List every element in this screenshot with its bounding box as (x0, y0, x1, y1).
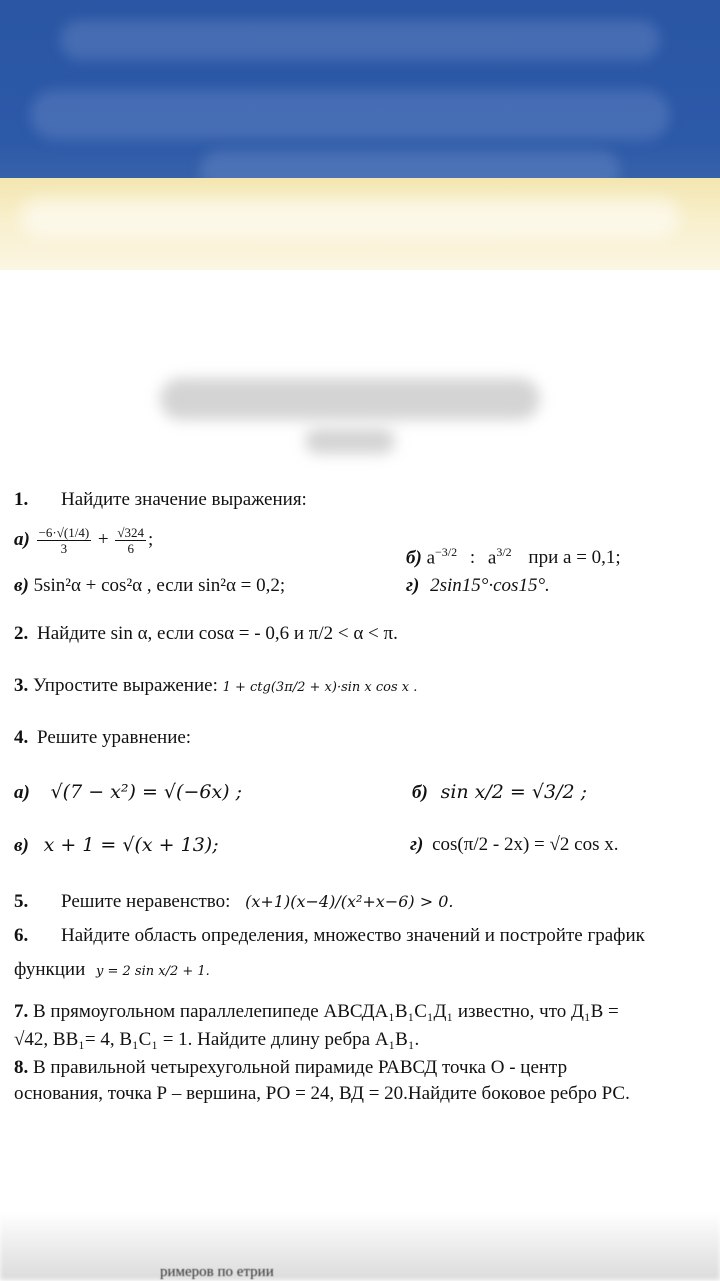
task-1b: б) $a^{-3/2}$ : $a^{3/2}$ при а = 0,1; (406, 545, 621, 569)
task-3: 3. Упростите выражение: 1 + ctg(3π/2 + x)·sin x cos x . (14, 675, 418, 696)
task-6-line2: функции y = 2 sin x/2 + 1. (14, 959, 210, 980)
blurred-footer (0, 1212, 720, 1280)
task-1g: г) 2sin15°·cos15°. (406, 575, 550, 596)
task-7-line2: √42, ВВ₁= 4, В₁С₁ = 1. Найдите длину ребра А₁В₁. (14, 1029, 420, 1050)
fraction-1a-2: $\frac{√324}{6}$ (117, 525, 145, 557)
task-4: 4. Решите уравнение: (14, 727, 192, 748)
fraction-1a-1: $\frac{-6\cdot√(1/4)}{3}$ (38, 525, 90, 557)
task-4v: в) x + 1 = √(x + 13); (14, 834, 219, 856)
task-8: 8. В правильной четырехугольной пирамиде РАВСД точка О - центр (14, 1057, 568, 1078)
task-8-line2: основания, точка Р – вершина, РО = 24, ВД = 20.Найдите боковое ребро РС. (14, 1083, 630, 1104)
footer-text: римеров по етрии (160, 1264, 274, 1280)
task-2: 2. Найдите sin α, если cosα = - 0,6 и π/2 < α < π. (14, 623, 398, 644)
task-7: 7. В прямоугольном параллелепипеде АВСДА₁В₁С₁Д₁ известно, что Д₁В = (14, 1001, 619, 1022)
task-5: 5. Решите неравенство: (x+1)(x−4)/(x²+x−6) > 0. (14, 891, 454, 912)
blurred-header-yellow (0, 178, 720, 270)
blurred-header-blue (0, 0, 720, 200)
task-1a: а) $\frac{-6\cdot√(1/4)}{3}$ + $\frac{√324}{6}$ ; (14, 525, 154, 557)
blurred-title (160, 378, 540, 420)
task-1v: в) 5sin²α + cos²α , если sin²α = 0,2; (14, 575, 286, 596)
task-4g: г) cos(π/2 - 2x) = √2 cos x. (410, 834, 619, 855)
task-4b: б) sin x/2 = √3/2 ; (412, 781, 587, 803)
task-4a: а) √(7 − x²) = √(−6x) ; (14, 781, 243, 803)
blurred-subtitle (305, 428, 395, 454)
task-1: 1. Найдите значение выражения: (14, 489, 307, 510)
task-6: 6. Найдите область определения, множество значений и постройте график (14, 925, 645, 946)
